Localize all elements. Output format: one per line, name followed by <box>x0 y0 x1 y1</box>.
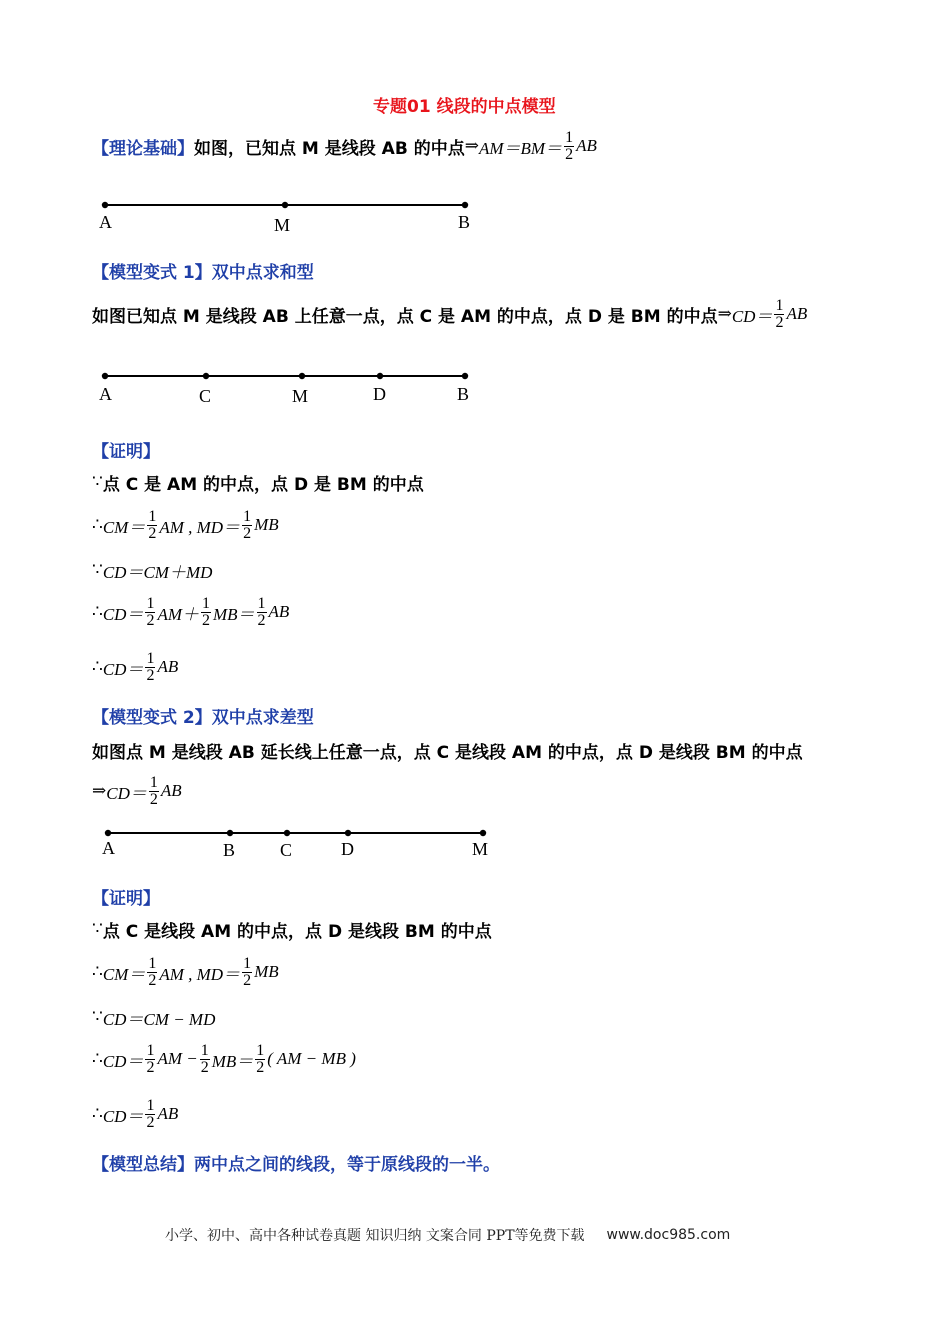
proof1-line2: ∴ CM＝ $\frac{1}{2}$ AM , MD＝ $\frac{1}{2}$ MB <box>92 507 279 542</box>
variant1-text: 如图已知点 M 是线段 AB 上任意一点，点 C 是 AM 的中点，点 D 是 BM 的中点 <box>92 306 718 327</box>
fraction-one-half: $\frac{1}{2}$ <box>200 1041 209 1076</box>
point-d <box>377 373 383 379</box>
point-b <box>462 373 468 379</box>
footer-text: 小学、初中、高中各种试卷真题 知识归纳 文案合同 PPT等免费下载 <box>165 1228 585 1244</box>
label-m: M <box>292 386 309 406</box>
fraction-one-half: $\frac{1}{2}$ <box>148 507 157 542</box>
therefore-symbol: ∴ <box>92 1104 103 1123</box>
summary-line <box>92 1150 500 1174</box>
theory-line <box>92 128 597 164</box>
because-symbol: ∵ <box>92 1007 103 1026</box>
proof1-given: 点 C 是 AM 的中点，点 D 是 BM 的中点 <box>102 474 424 495</box>
fraction-one-half: $\frac{1}{2}$ <box>202 594 210 629</box>
point-c <box>203 373 209 379</box>
point-m <box>299 373 305 379</box>
fraction-one-half: $\frac{1}{2}$ <box>257 594 266 629</box>
proof1-line4: ∴ CD＝ $\frac{1}{2}$ AM＋ $\frac{1}{2}$ MB＝ $\frac{1}{2}$ AB <box>92 594 290 629</box>
fraction-one-half: $\frac{1}{2}$ <box>146 649 155 684</box>
label-c: C <box>199 386 212 406</box>
variant2-text: 如图点 M 是线段 AB 延长线上任意一点，点 C 是线段 AM 的中点，点 D 是线段 BM 的中点 <box>92 743 803 763</box>
summary-tag: 【模型总结】 <box>92 1154 194 1175</box>
implies-symbol: ⇒ <box>464 136 479 155</box>
therefore-symbol: ∴ <box>92 962 103 981</box>
point-a <box>102 202 108 208</box>
label-b: B <box>457 384 470 404</box>
proof1-heading: 【证明】 <box>92 442 160 462</box>
theory-text: 如图，已知点 M 是线段 AB 的中点 <box>194 138 465 159</box>
point-b <box>462 202 468 208</box>
variant2-heading: 【模型变式 2】双中点求差型 <box>92 708 314 728</box>
label-d: D <box>341 839 354 859</box>
proof1-line1 <box>92 470 424 494</box>
because-symbol: ∵ <box>92 919 103 938</box>
because-symbol: ∵ <box>92 472 103 491</box>
proof2-line4: ∴ CD＝ $\frac{1}{2}$ AM − $\frac{1}{2}$ MB＝ $\frac{1}{2}$ ( AM − MB ) <box>92 1041 356 1076</box>
implies-symbol: ⇒ <box>92 781 107 800</box>
theory-formula-pre: AM＝BM＝ <box>478 138 563 158</box>
implies-symbol: ⇒ <box>717 304 732 323</box>
because-symbol: ∵ <box>92 560 103 579</box>
label-a: A <box>99 212 112 232</box>
summary-text: 两中点之间的线段，等于原线段的一半。 <box>194 1154 500 1175</box>
therefore-symbol: ∴ <box>92 1049 103 1068</box>
footer-url[interactable]: www.doc985.com <box>606 1227 731 1243</box>
page-footer <box>165 1224 730 1246</box>
fraction-one-half: $\frac{1}{2}$ <box>243 507 252 542</box>
label-b: B <box>223 840 236 860</box>
label-c: C <box>280 840 293 860</box>
therefore-symbol: ∴ <box>92 515 103 534</box>
proof1-line5: ∴ CD＝ $\frac{1}{2}$ AB <box>92 649 179 684</box>
diagram-segment-acmdb <box>95 366 485 411</box>
point-a <box>105 830 111 836</box>
point-a <box>102 373 108 379</box>
fraction-one-half: $\frac{1}{2}$ <box>256 1041 265 1076</box>
label-m: M <box>274 215 291 235</box>
fraction-one-half: $\frac{1}{2}$ <box>146 594 155 629</box>
variant1-formula-pre: CD＝ <box>731 306 773 326</box>
fraction-one-half: $\frac{1}{2}$ <box>149 773 158 808</box>
therefore-symbol: ∴ <box>92 657 103 676</box>
proof2-line2: ∴ CM＝ $\frac{1}{2}$ AM , MD＝ $\frac{1}{2}$ MB <box>92 954 279 989</box>
diagram-segment-abcdm <box>98 823 498 868</box>
point-m <box>480 830 486 836</box>
fraction-one-half: $\frac{1}{2}$ <box>243 954 252 989</box>
proof2-line1 <box>92 917 492 941</box>
fraction-one-half: $\frac{1}{2}$ <box>146 1041 155 1076</box>
theory-formula-post: AB <box>576 136 597 155</box>
proof2-line5: ∴ CD＝ $\frac{1}{2}$ AB <box>92 1096 179 1131</box>
point-b <box>227 830 233 836</box>
fraction-one-half: $\frac{1}{2}$ <box>148 954 157 989</box>
therefore-symbol: ∴ <box>92 602 103 621</box>
label-m: M <box>472 839 489 859</box>
proof2-given: 点 C 是线段 AM 的中点，点 D 是线段 BM 的中点 <box>102 921 492 942</box>
label-a: A <box>99 384 112 404</box>
variant1-heading: 【模型变式 1】双中点求和型 <box>92 263 314 283</box>
diagram-segment-amb <box>95 195 485 240</box>
label-d: D <box>373 384 386 404</box>
fraction-one-half: $\frac{1}{2}$ <box>146 1096 155 1131</box>
theory-tag: 【理论基础】 <box>92 138 194 159</box>
proof2-line3: ∵ CD＝CM − MD <box>92 1007 216 1029</box>
variant2-formula: ⇒ CD＝ $\frac{1}{2}$ AB <box>92 773 182 808</box>
variant1-statement <box>92 294 807 334</box>
fraction-one-half: $\frac{1}{2}$ <box>565 128 574 163</box>
variant1-formula-post: AB <box>786 304 808 323</box>
page-title: 专题01 线段的中点模型 <box>373 97 556 117</box>
label-a: A <box>102 838 115 858</box>
label-b: B <box>458 212 471 232</box>
point-c <box>284 830 290 836</box>
point-m <box>282 202 288 208</box>
fraction-one-half: $\frac{1}{2}$ <box>775 296 784 331</box>
proof2-heading: 【证明】 <box>92 889 160 909</box>
proof1-line3: ∵ CD＝CM＋MD <box>92 560 213 582</box>
point-d <box>345 830 351 836</box>
